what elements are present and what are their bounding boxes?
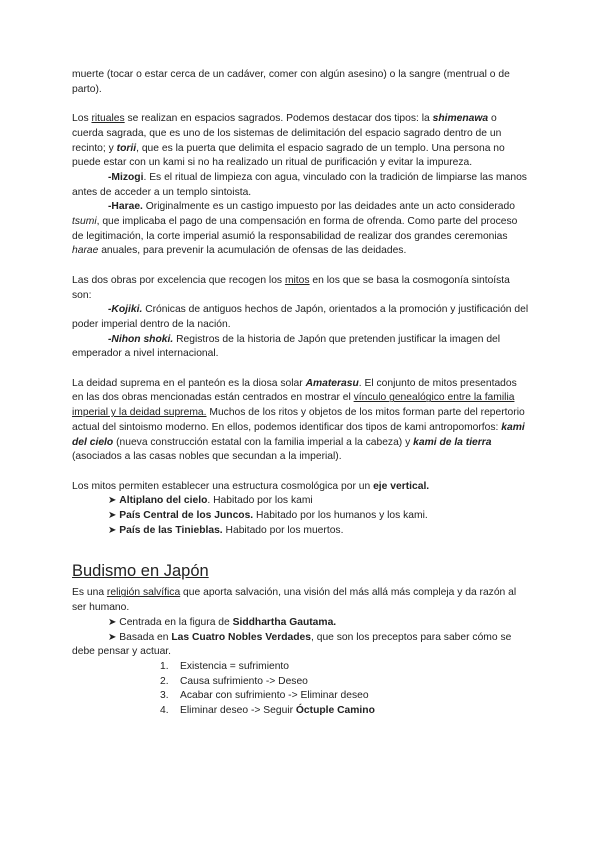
section-heading-budismo: Budismo en Japón — [72, 562, 209, 581]
term-nihon-shoki: -Nihon shoki. — [108, 333, 174, 345]
list-item-pais-central: ➤ País Central de los Juncos. Habitado por los humanos y los kami. — [108, 510, 428, 522]
paragraph-budismo: Es una religión salvífica que aporta salvación, una visión del más allá más compleja y da razón al ser humano. — [72, 587, 517, 614]
arrow-bullet-icon: ➤ — [108, 524, 117, 536]
term-harae: -Harae. — [108, 201, 143, 213]
numbered-item: 4. Eliminar deseo -> Seguir Óctuple Camino — [160, 705, 375, 717]
list-item-nobles-verdades: ➤ Basada en Las Cuatro Nobles Verdades, que son los preceptos para saber cómo se debe pensar y actuar. — [72, 631, 512, 658]
paragraph-nihon-shoki: -Nihon shoki. Registros de la historia de Japón que pretenden justificar la imagen del emperador a nivel internacional. — [72, 333, 501, 360]
arrow-bullet-icon: ➤ — [108, 495, 117, 507]
term-vinculo: vínculo genealógico entre la familia imperial y la deidad suprema. — [72, 392, 515, 419]
paragraph-rituales: Los rituales se realizan en espacios sagrados. Podemos destacar dos tipos: la shimenawa o cuerda sagrada, que es uno de los sistemas de delimitación del espacio sagrado dentro de un recinto; y torii, que es la puerta que delimita el espacio sagrado de un templo. Una persona no puede estar con un kami si no ha realizado un ritual de purificación y evitar la impureza. — [72, 113, 505, 169]
term-tsumi: tsumi — [72, 216, 97, 228]
term-kojiki: -Kojiki. — [108, 304, 143, 316]
list-item-siddhartha: ➤ Centrada en la figura de Siddhartha Gautama. — [108, 616, 337, 628]
term-mitos: mitos — [284, 274, 310, 286]
term-harae-italic: harae — [72, 245, 99, 257]
arrow-bullet-icon: ➤ — [108, 510, 117, 522]
paragraph-muerte: muerte (tocar o estar cerca de un cadáver, comer con algún asesino) o la sangre (mentrual o de parto). — [72, 69, 510, 95]
paragraph-eje: Los mitos permiten establecer una estructura cosmológica por un eje vertical. — [72, 480, 430, 492]
arrow-bullet-icon: ➤ — [108, 616, 117, 628]
numbered-item: 1. Existencia = sufrimiento — [160, 660, 290, 672]
numbered-item: 3. Acabar con sufrimiento -> Eliminar deseo — [160, 690, 369, 702]
term-mizogi: -Mizogi — [108, 171, 144, 183]
term-kami-cielo: kami del cielo — [72, 421, 525, 448]
term-religion-salvifica: religión salvífica — [106, 587, 181, 599]
term-torii: torii — [116, 142, 137, 154]
paragraph-mizogi: -Mizogi. Es el ritual de limpieza con agua, vinculado con la tradición de limpiarse las manos antes de acceder a un templo sintoista. — [72, 171, 527, 198]
term-amaterasu: Amaterasu — [305, 377, 359, 389]
paragraph-deidad: La deidad suprema en el panteón es la diosa solar Amaterasu. El conjunto de mitos presentados en las dos obras mencionadas están centrados en mostrar el vínculo genealógico entre la familia imperial y la deidad suprema. Muchos de los ritos y objetos de los mitos forman parte del repertorio actual del sintoismo moderno. En ellos, podemos identificar dos tipos de kami antropomorfos: kami del cielo (nueva construcción estatal con la familia imperial a la cabeza) y kami de la tierra (asociados a las casas nobles que secundan a la imperial). — [72, 377, 525, 463]
term-rituales: rituales — [91, 113, 125, 125]
term-eje-vertical: eje vertical. — [373, 480, 430, 492]
paragraph-harae: -Harae. Originalmente es un castigo impuesto por las deidades ante un acto considerado tsumi, que implicaba el pago de una compensación en forma de ofrenda. Como parte del proceso de legitimación, la corte imperial asumió la responsabilidad de realizar dos grandes ceremonias harae anuales, para prevenir la acumulación de ofensas de las deidades. — [72, 201, 518, 257]
numbered-item: 2. Causa sufrimiento -> Deseo — [160, 675, 308, 687]
paragraph-mitos: Las dos obras por excelencia que recogen los mitos en los que se basa la cosmogonía sintoísta son: — [72, 274, 510, 301]
term-shimenawa: shimenawa — [432, 113, 489, 125]
paragraph-kojiki: -Kojiki. Crónicas de antiguos hechos de Japón, orientados a la promoción y justificación del poder imperial dentro de la nación. — [72, 304, 529, 330]
arrow-bullet-icon: ➤ — [108, 631, 117, 643]
list-item-altiplano: ➤ Altiplano del cielo. Habitado por los kami — [108, 495, 313, 507]
page-body — [72, 68, 530, 719]
term-kami-tierra: kami de la tierra — [413, 436, 492, 448]
list-item-tinieblas: ➤ País de las Tinieblas. Habitado por los muertos. — [108, 524, 344, 536]
